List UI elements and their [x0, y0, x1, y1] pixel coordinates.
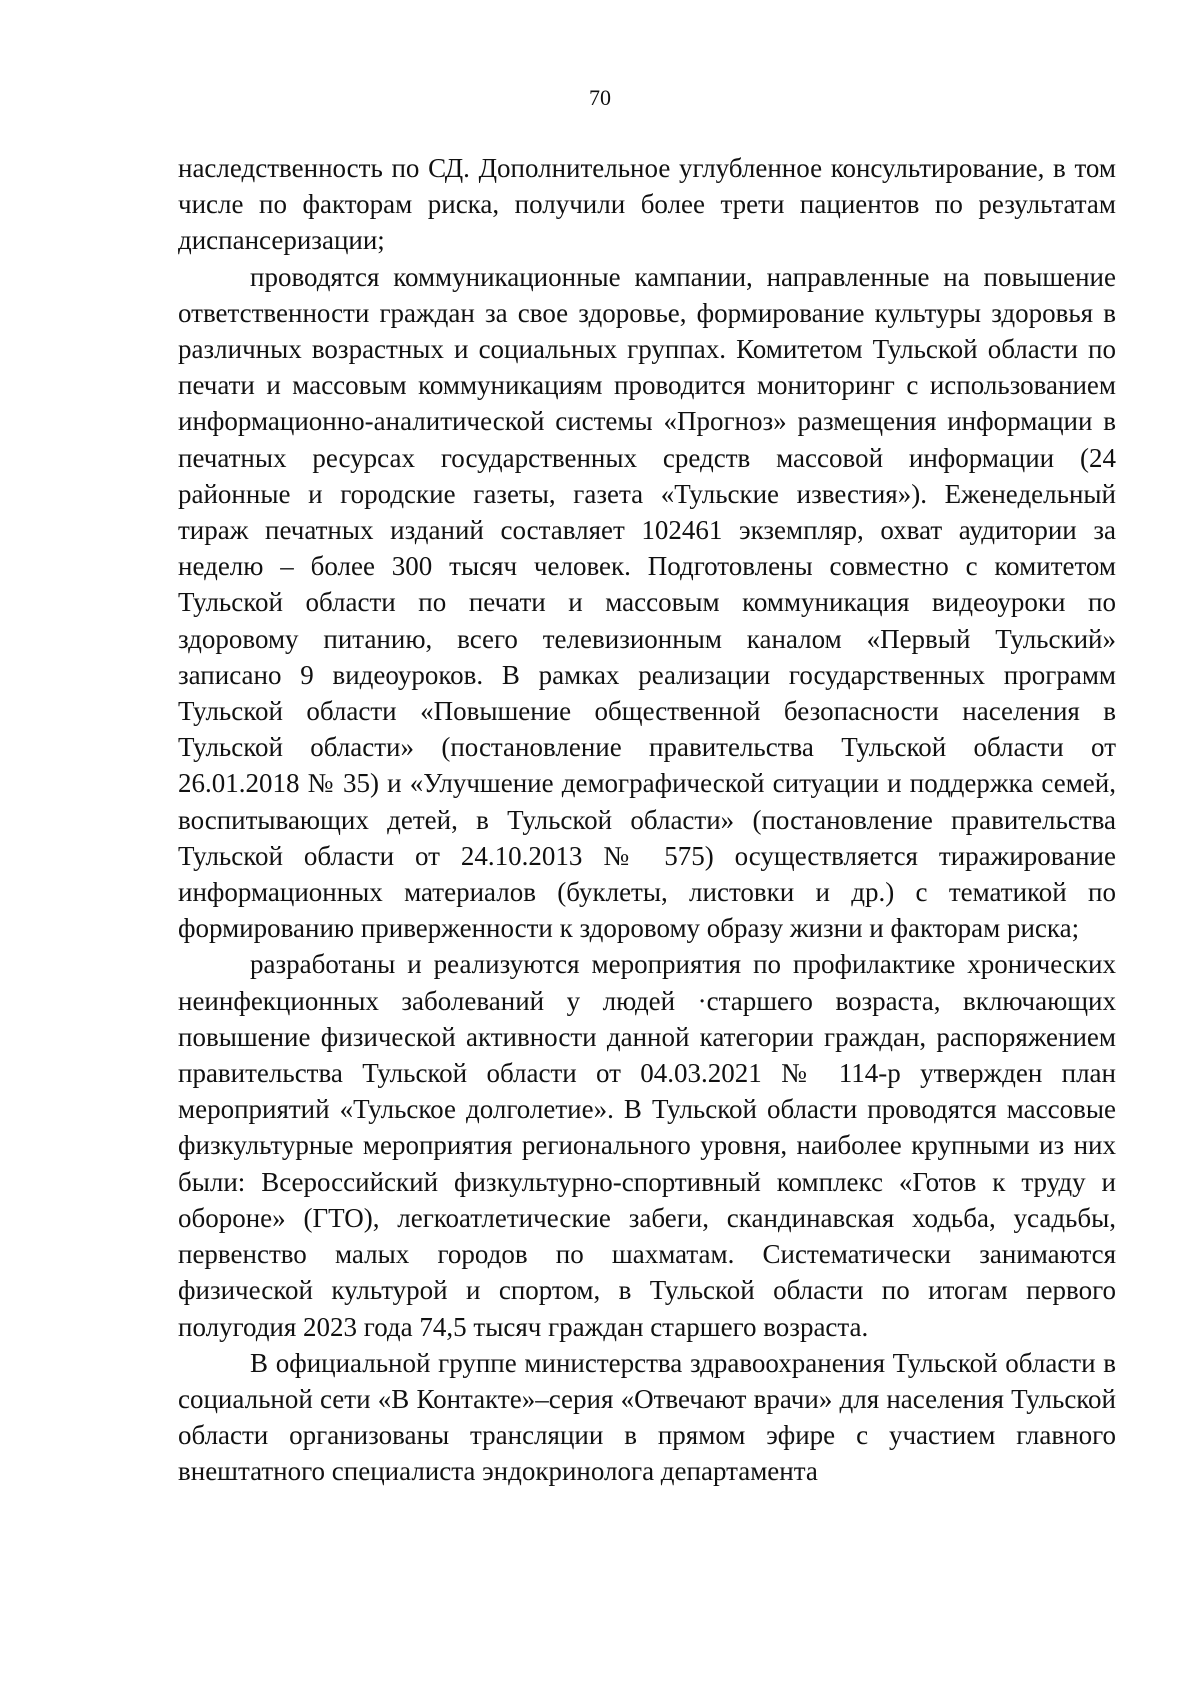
paragraph-elderly-prevention: разработаны и реализуются мероприятия по профилактике хронических неинфекционных заболеваний у людей ·старшего возраста, включающих повышение физической активности данной категории граждан, распоряжением правительства Тульской области от 04.03.2021 № 114-р утвержден план мероприятий «Тульское долголетие». В Тульской области проводятся массовые физкультурные мероприятия регионального уровня, наиболее крупными из них были: Всероссийский физкультурно-спортивный комплекс «Готов к труду и обороне» (ГТО), легкоатлетические забеги, скандинавская ходьба, усадьбы, первенство малых городов по шахматам. Систематически занимаются физической культурой и спортом, в Тульской области по итогам первого полугодия 2023 года 74,5 тысяч граждан старшего возраста. — [178, 949, 1116, 1342]
paragraph-vkontakte-broadcasts: В официальной группе министерства здравоохранения Тульской области в социальной сети «В Контакте»–серия «Отвечают врачи» для населения Тульской области организованы трансляции в прямом эфире с участием главного внештатного специалиста эндокринолога департамента — [178, 1347, 1116, 1487]
paragraph-heredity-consultation: наследственность по СД. Дополнительное углубленное консультирование, в том числе по факторам риска, получили более трети пациентов по результатам диспансеризации; — [178, 153, 1116, 256]
document-body — [178, 150, 1116, 1490]
paragraph-communication-campaigns: проводятся коммуникационные кампании, направленные на повышение ответственности граждан за свое здоровье, формирование культуры здоровья в различных возрастных и социальных группах. Комитетом Тульской области по печати и массовым коммуникациям проводится мониторинг с использованием информационно-аналитической системы «Прогноз» размещения информации в печатных ресурсах государственных средств массовой информации (24 районные и городские газеты, газета «Тульские известия»). Еженедельный тираж печатных изданий составляет 102461 экземпляр, охват аудитории за неделю – более 300 тысяч человек. Подготовлены совместно с комитетом Тульской области по печати и массовым коммуникация видеоуроки по здоровому питанию, всего телевизионным каналом «Первый Тульский» записано 9 видеоуроков. В рамках реализации государственных программ Тульской области «Повышение общественной безопасности населения в Тульской области» (постановление правительства Тульской области от 26.01.2018 № 35) и «Улучшение демографической ситуации и поддержка семей, воспитывающих детей, в Тульской области» (постановление правительства Тульской области от 24.10.2013 № 575) осуществляется тиражирование информационных материалов (буклеты, листовки и др.) с тематикой по формированию приверженности к здоровому образу жизни и факторам риска; — [178, 261, 1116, 944]
page-number: 70 — [589, 85, 611, 110]
